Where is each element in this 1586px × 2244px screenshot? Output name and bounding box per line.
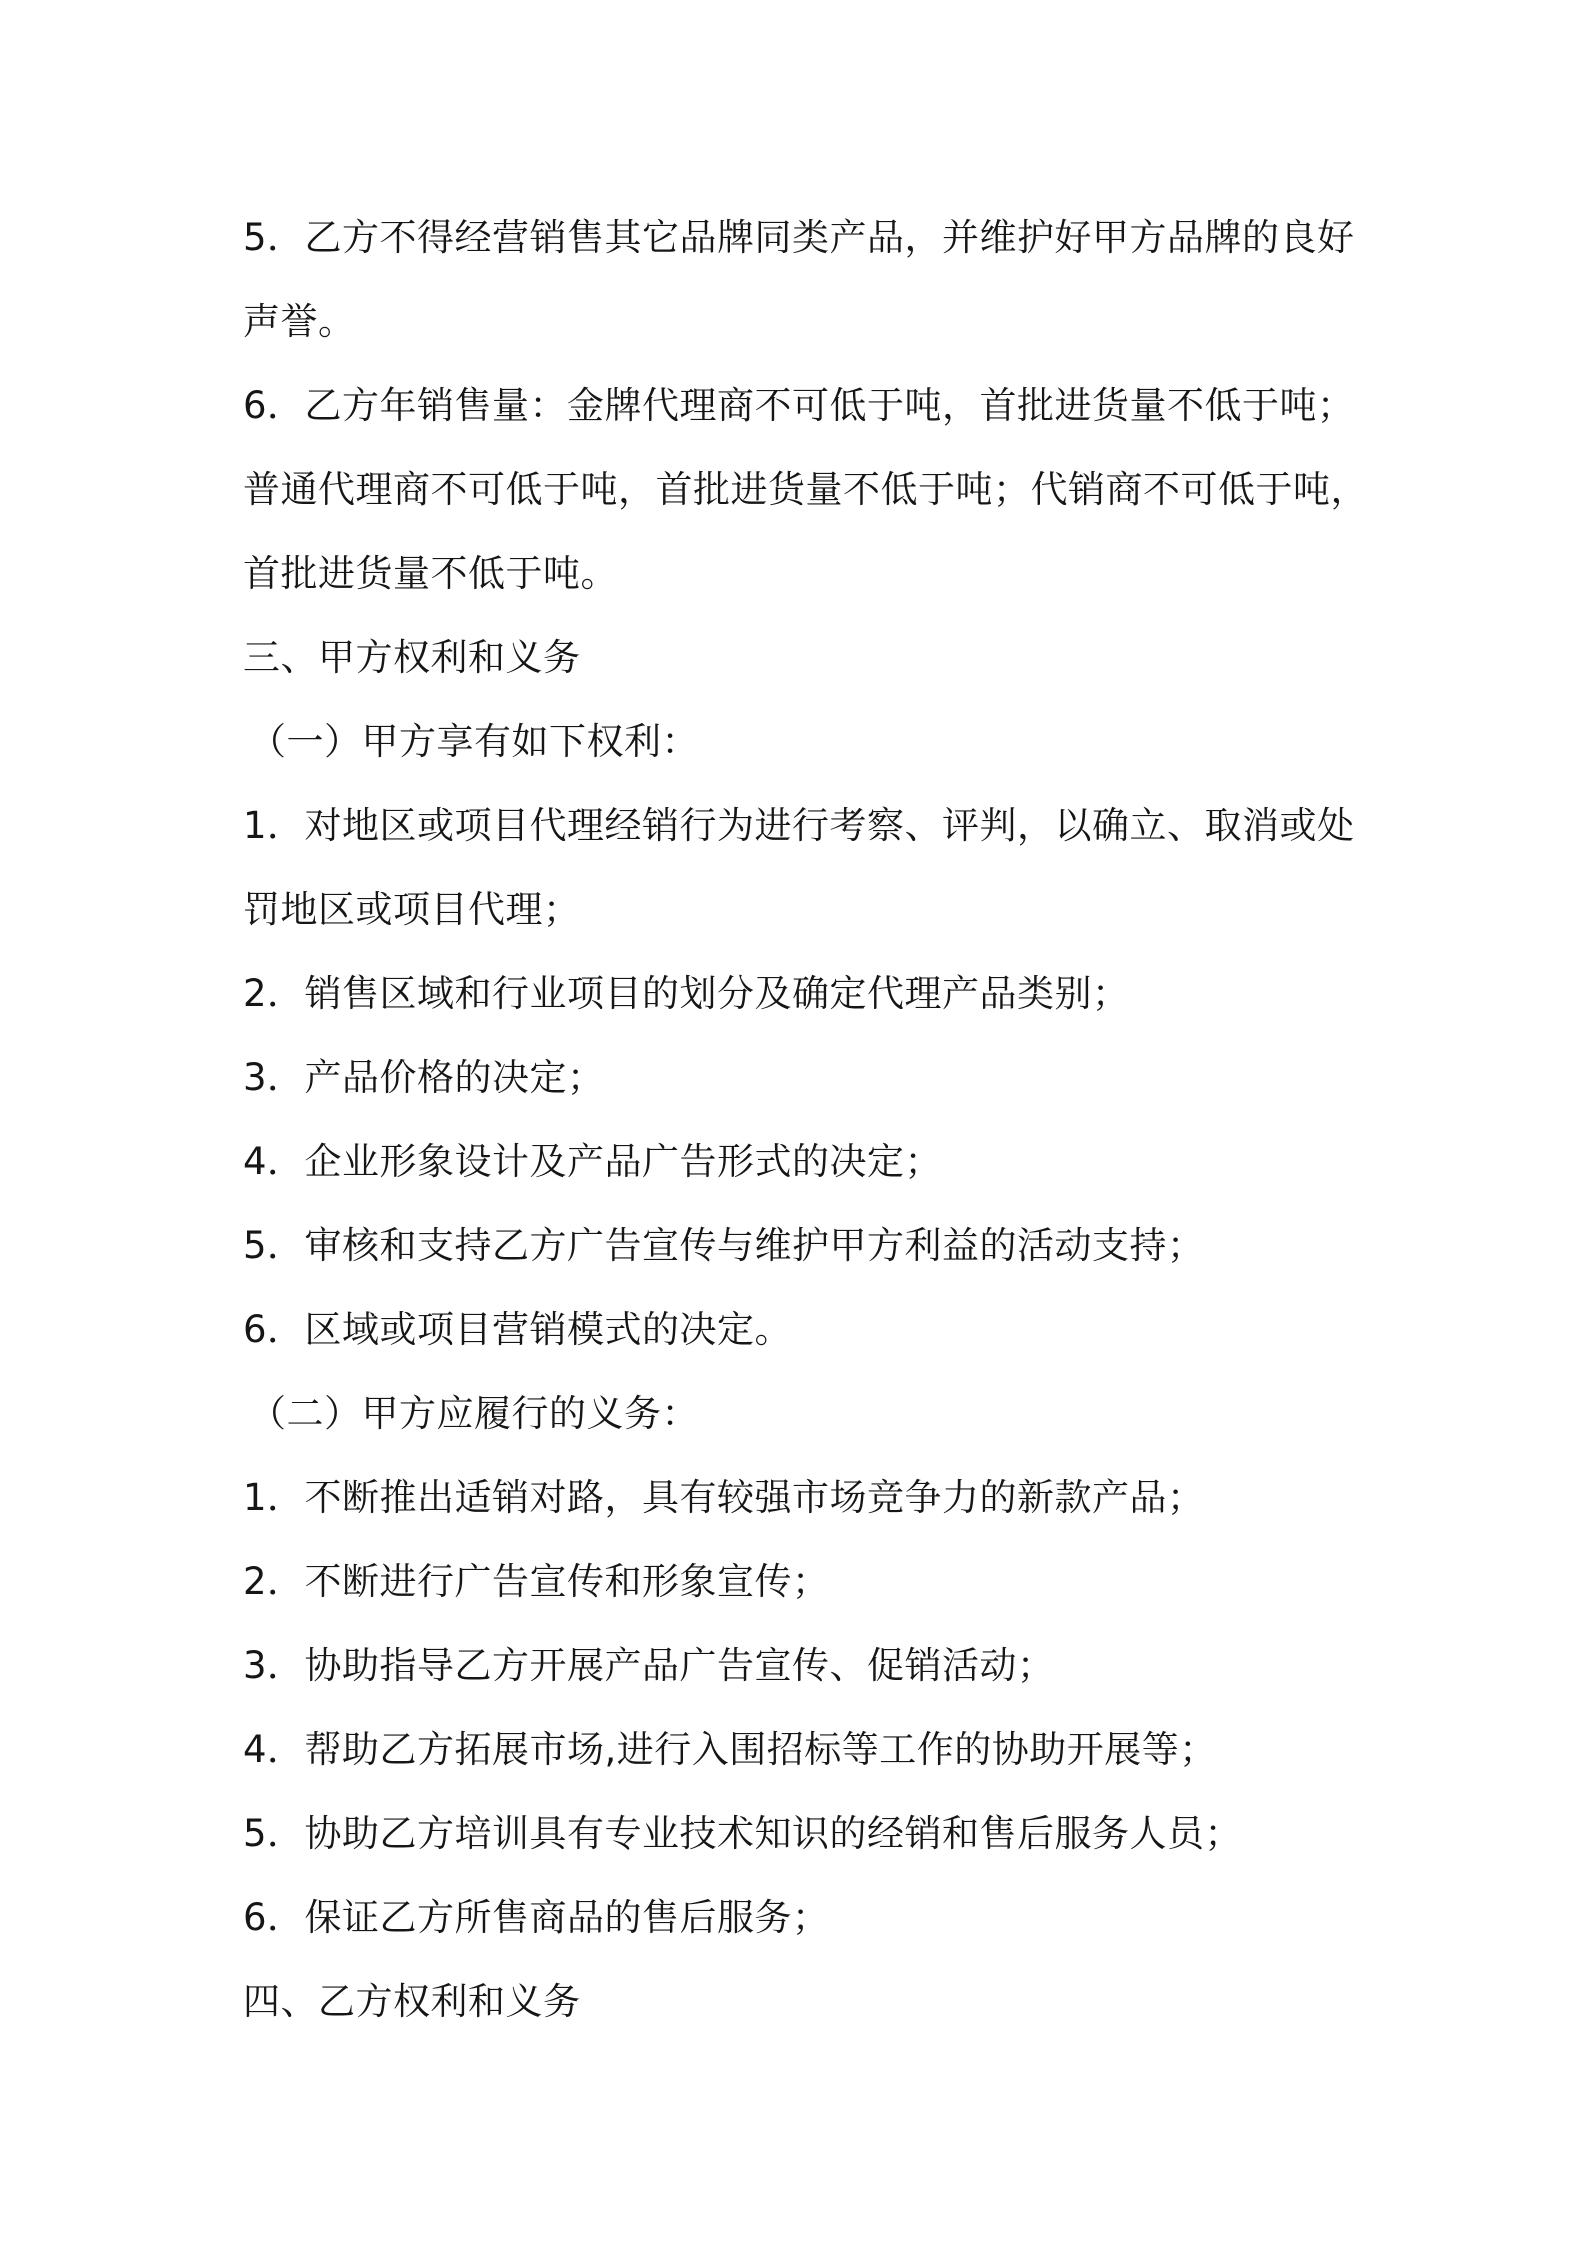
obligations-item-3: 3．协助指导乙方开展产品广告宣传、促销活动； xyxy=(243,1644,1055,1687)
rights-item-1-line-1: 1．对地区或项目代理经销行为进行考察、评判，以确立、取消或处 xyxy=(243,804,1355,847)
obligations-item-2: 2．不断进行广告宣传和形象宣传； xyxy=(243,1560,830,1603)
rights-item-5: 5．审核和支持乙方广告宣传与维护甲方利益的活动支持； xyxy=(243,1224,1205,1267)
section-3-heading: 三、甲方权利和义务 xyxy=(243,636,581,679)
clause-2-5-line-1: 5．乙方不得经营销售其它品牌同类产品，并维护好甲方品牌的良好 xyxy=(243,216,1355,259)
rights-item-4: 4．企业形象设计及产品广告形式的决定； xyxy=(243,1140,943,1183)
section-3-subheading-rights: （一）甲方享有如下权利： xyxy=(249,720,699,763)
obligations-item-4: 4．帮助乙方拓展市场,进行入围招标等工作的协助开展等； xyxy=(243,1728,1217,1771)
section-4-heading: 四、乙方权利和义务 xyxy=(243,1980,581,2023)
document-body xyxy=(243,196,1368,2044)
rights-item-3: 3．产品价格的决定； xyxy=(243,1056,605,1099)
obligations-item-1: 1．不断推出适销对路，具有较强市场竞争力的新款产品； xyxy=(243,1476,1205,1519)
clause-2-6-line-3: 首批进货量不低于吨。 xyxy=(243,552,618,595)
rights-item-2: 2．销售区域和行业项目的划分及确定代理产品类别； xyxy=(243,972,1130,1015)
rights-item-1-line-2: 罚地区或项目代理； xyxy=(243,888,581,931)
clause-2-6-line-2: 普通代理商不可低于吨，首批进货量不低于吨；代销商不可低于吨， xyxy=(243,468,1368,511)
clause-2-5-line-2: 声誉。 xyxy=(243,300,356,343)
rights-item-6: 6．区域或项目营销模式的决定。 xyxy=(243,1308,793,1351)
section-3-subheading-obligations: （二）甲方应履行的义务： xyxy=(249,1392,699,1435)
obligations-item-6: 6．保证乙方所售商品的售后服务； xyxy=(243,1896,830,1939)
obligations-item-5: 5．协助乙方培训具有专业技术知识的经销和售后服务人员； xyxy=(243,1812,1243,1855)
clause-2-6-line-1: 6．乙方年销售量：金牌代理商不可低于吨，首批进货量不低于吨； xyxy=(243,384,1355,427)
